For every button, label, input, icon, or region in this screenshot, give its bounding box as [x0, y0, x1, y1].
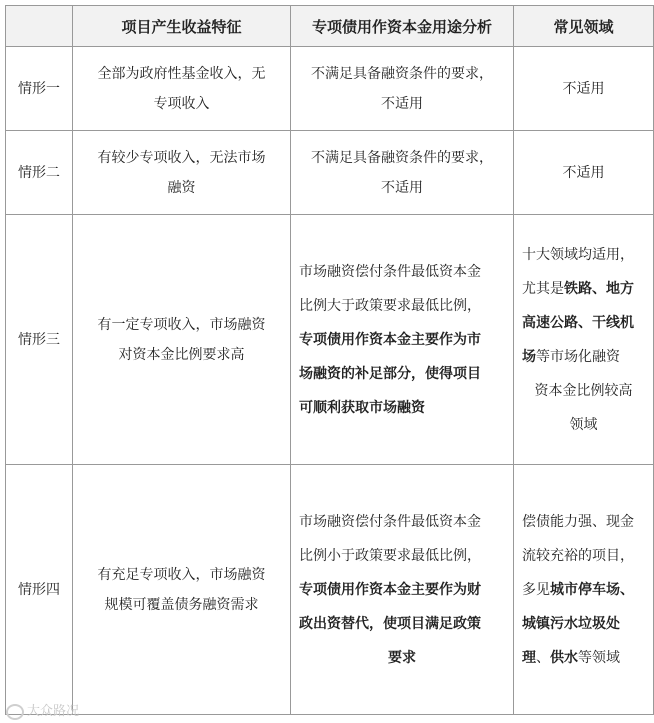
analysis-cell [291, 131, 514, 215]
table-row [6, 131, 654, 215]
analysis-line: 不适用 [381, 179, 423, 196]
field-line [522, 539, 645, 573]
header-empty [6, 6, 73, 47]
analysis-line: 比例大于政策要求最低比例， [299, 297, 481, 314]
table-row [6, 47, 654, 131]
feature-cell [73, 47, 291, 131]
field-line [522, 408, 645, 442]
feature-line: 有较少专项收入，无法市场 [97, 149, 266, 166]
field-text-bold: 高速公路、干线机 [522, 314, 634, 331]
feature-cell [73, 131, 291, 215]
analysis-line-bold: 场融资的补足部分，使得项目 [299, 365, 481, 382]
analysis-cell [291, 465, 514, 715]
field-line [522, 573, 645, 607]
field-text-bold: 理 [522, 649, 536, 666]
table-row [6, 215, 654, 465]
feature-line: 融资 [167, 179, 196, 196]
field-text-bold: 场 [522, 348, 536, 365]
comparison-table [5, 5, 654, 715]
feature-line: 有一定专项收入，市场融资 [97, 316, 266, 333]
header-row [6, 6, 654, 47]
field-line [522, 505, 645, 539]
field-text: 十大领域均适用， [522, 246, 634, 263]
field-text: 、 [536, 649, 550, 666]
field-cell: 不适用 [514, 131, 654, 215]
field-cell [514, 215, 654, 465]
row-label: 情形一 [6, 47, 73, 131]
analysis-line: 不适用 [381, 95, 423, 112]
analysis-line: 不满足具备融资条件的要求， [311, 65, 493, 82]
field-line [522, 272, 645, 306]
header-analysis: 专项债用作资本金用途分析 [291, 6, 514, 47]
row-label: 情形三 [6, 215, 73, 465]
feature-cell [73, 215, 291, 465]
field-text: 等领域 [578, 649, 620, 666]
analysis-line-bold: 可顺利获取市场融资 [299, 399, 425, 416]
field-text-bold: 铁路、地方 [564, 280, 634, 297]
field-line [522, 340, 645, 374]
row-label: 情形二 [6, 131, 73, 215]
feature-line: 专项收入 [153, 95, 210, 112]
feature-line: 对资本金比例要求高 [118, 346, 245, 363]
field-text-bold: 城镇污水垃圾处 [522, 615, 620, 632]
analysis-line-bold: 专项债用作资本金主要作为财 [299, 581, 481, 598]
feature-line: 规模可覆盖债务融资需求 [104, 596, 259, 613]
field-text: 等市场化融资 [536, 348, 620, 365]
watermark-text: 大众路况 [27, 704, 80, 719]
analysis-cell [291, 47, 514, 131]
field-text-bold: 城市停车场、 [550, 581, 634, 598]
feature-line: 有充足专项收入，市场融资 [97, 566, 266, 583]
field-text: 尤其是 [522, 280, 564, 297]
field-line [522, 641, 645, 675]
analysis-line-bold: 专项债用作资本金主要作为市 [299, 331, 481, 348]
header-feature: 项目产生收益特征 [73, 6, 291, 47]
analysis-line-bold: 政出资替代，使项目满足政策 [299, 615, 481, 632]
analysis-line: 不满足具备融资条件的要求， [311, 149, 493, 166]
analysis-cell [291, 215, 514, 465]
analysis-line: 市场融资偿付条件最低资本金 [299, 263, 481, 280]
feature-cell [73, 465, 291, 715]
field-cell [514, 465, 654, 715]
field-text: 流较充裕的项目， [522, 547, 634, 564]
table-row [6, 465, 654, 715]
field-line [522, 374, 645, 408]
field-text: 偿债能力强、现金 [522, 513, 634, 530]
header-field: 常见领域 [514, 6, 654, 47]
field-text: 多见 [522, 581, 550, 598]
field-line [522, 238, 645, 272]
analysis-line: 市场融资偿付条件最低资本金 [299, 513, 481, 530]
field-line [522, 607, 645, 641]
field-text: 资本金比例较高 [534, 382, 633, 399]
analysis-line-bold: 要求 [388, 649, 416, 666]
row-label: 情形四 [6, 465, 73, 715]
field-text-bold: 供水 [550, 649, 578, 666]
watermark [6, 700, 79, 720]
analysis-line: 比例小于政策要求最低比例， [299, 547, 481, 564]
field-text: 领域 [569, 416, 598, 433]
watermark-logo-icon [6, 704, 24, 720]
field-cell: 不适用 [514, 47, 654, 131]
feature-line: 全部为政府性基金收入，无 [97, 65, 266, 82]
field-line [522, 306, 645, 340]
